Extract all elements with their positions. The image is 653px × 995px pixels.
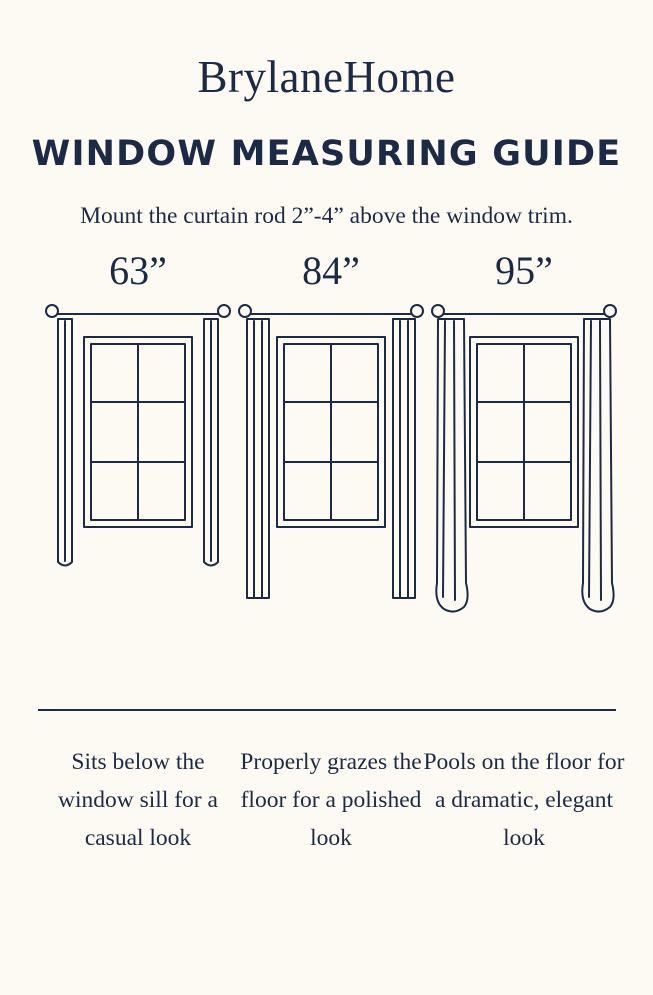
brand-logo: BrylaneHome: [197, 52, 456, 102]
size-label: 95”: [495, 247, 553, 293]
measuring-guide-page: [0, 52, 653, 995]
window-pooling-curtains-icon: [424, 297, 624, 627]
size-label: 63”: [109, 247, 167, 293]
panel-84: [231, 247, 431, 627]
window-floor-length-curtains-icon: [231, 297, 431, 627]
floor-line: [38, 709, 616, 711]
caption-63: Sits below the window sill for a casual look: [58, 749, 218, 851]
instruction-text: Mount the curtain rod 2”-4” above the window trim.: [80, 203, 573, 229]
caption-row: [0, 743, 653, 923]
panel-95: [424, 247, 624, 627]
size-label: 84”: [302, 247, 360, 293]
panel-63: [38, 247, 238, 627]
window-short-curtains-icon: [38, 297, 238, 627]
panel-row: [0, 247, 653, 671]
page-title: WINDOW MEASURING GUIDE: [31, 134, 622, 174]
caption-95: Pools on the floor for a dramatic, elegant look: [423, 749, 625, 851]
caption-84: Properly grazes the floor for a polished look: [240, 749, 422, 851]
